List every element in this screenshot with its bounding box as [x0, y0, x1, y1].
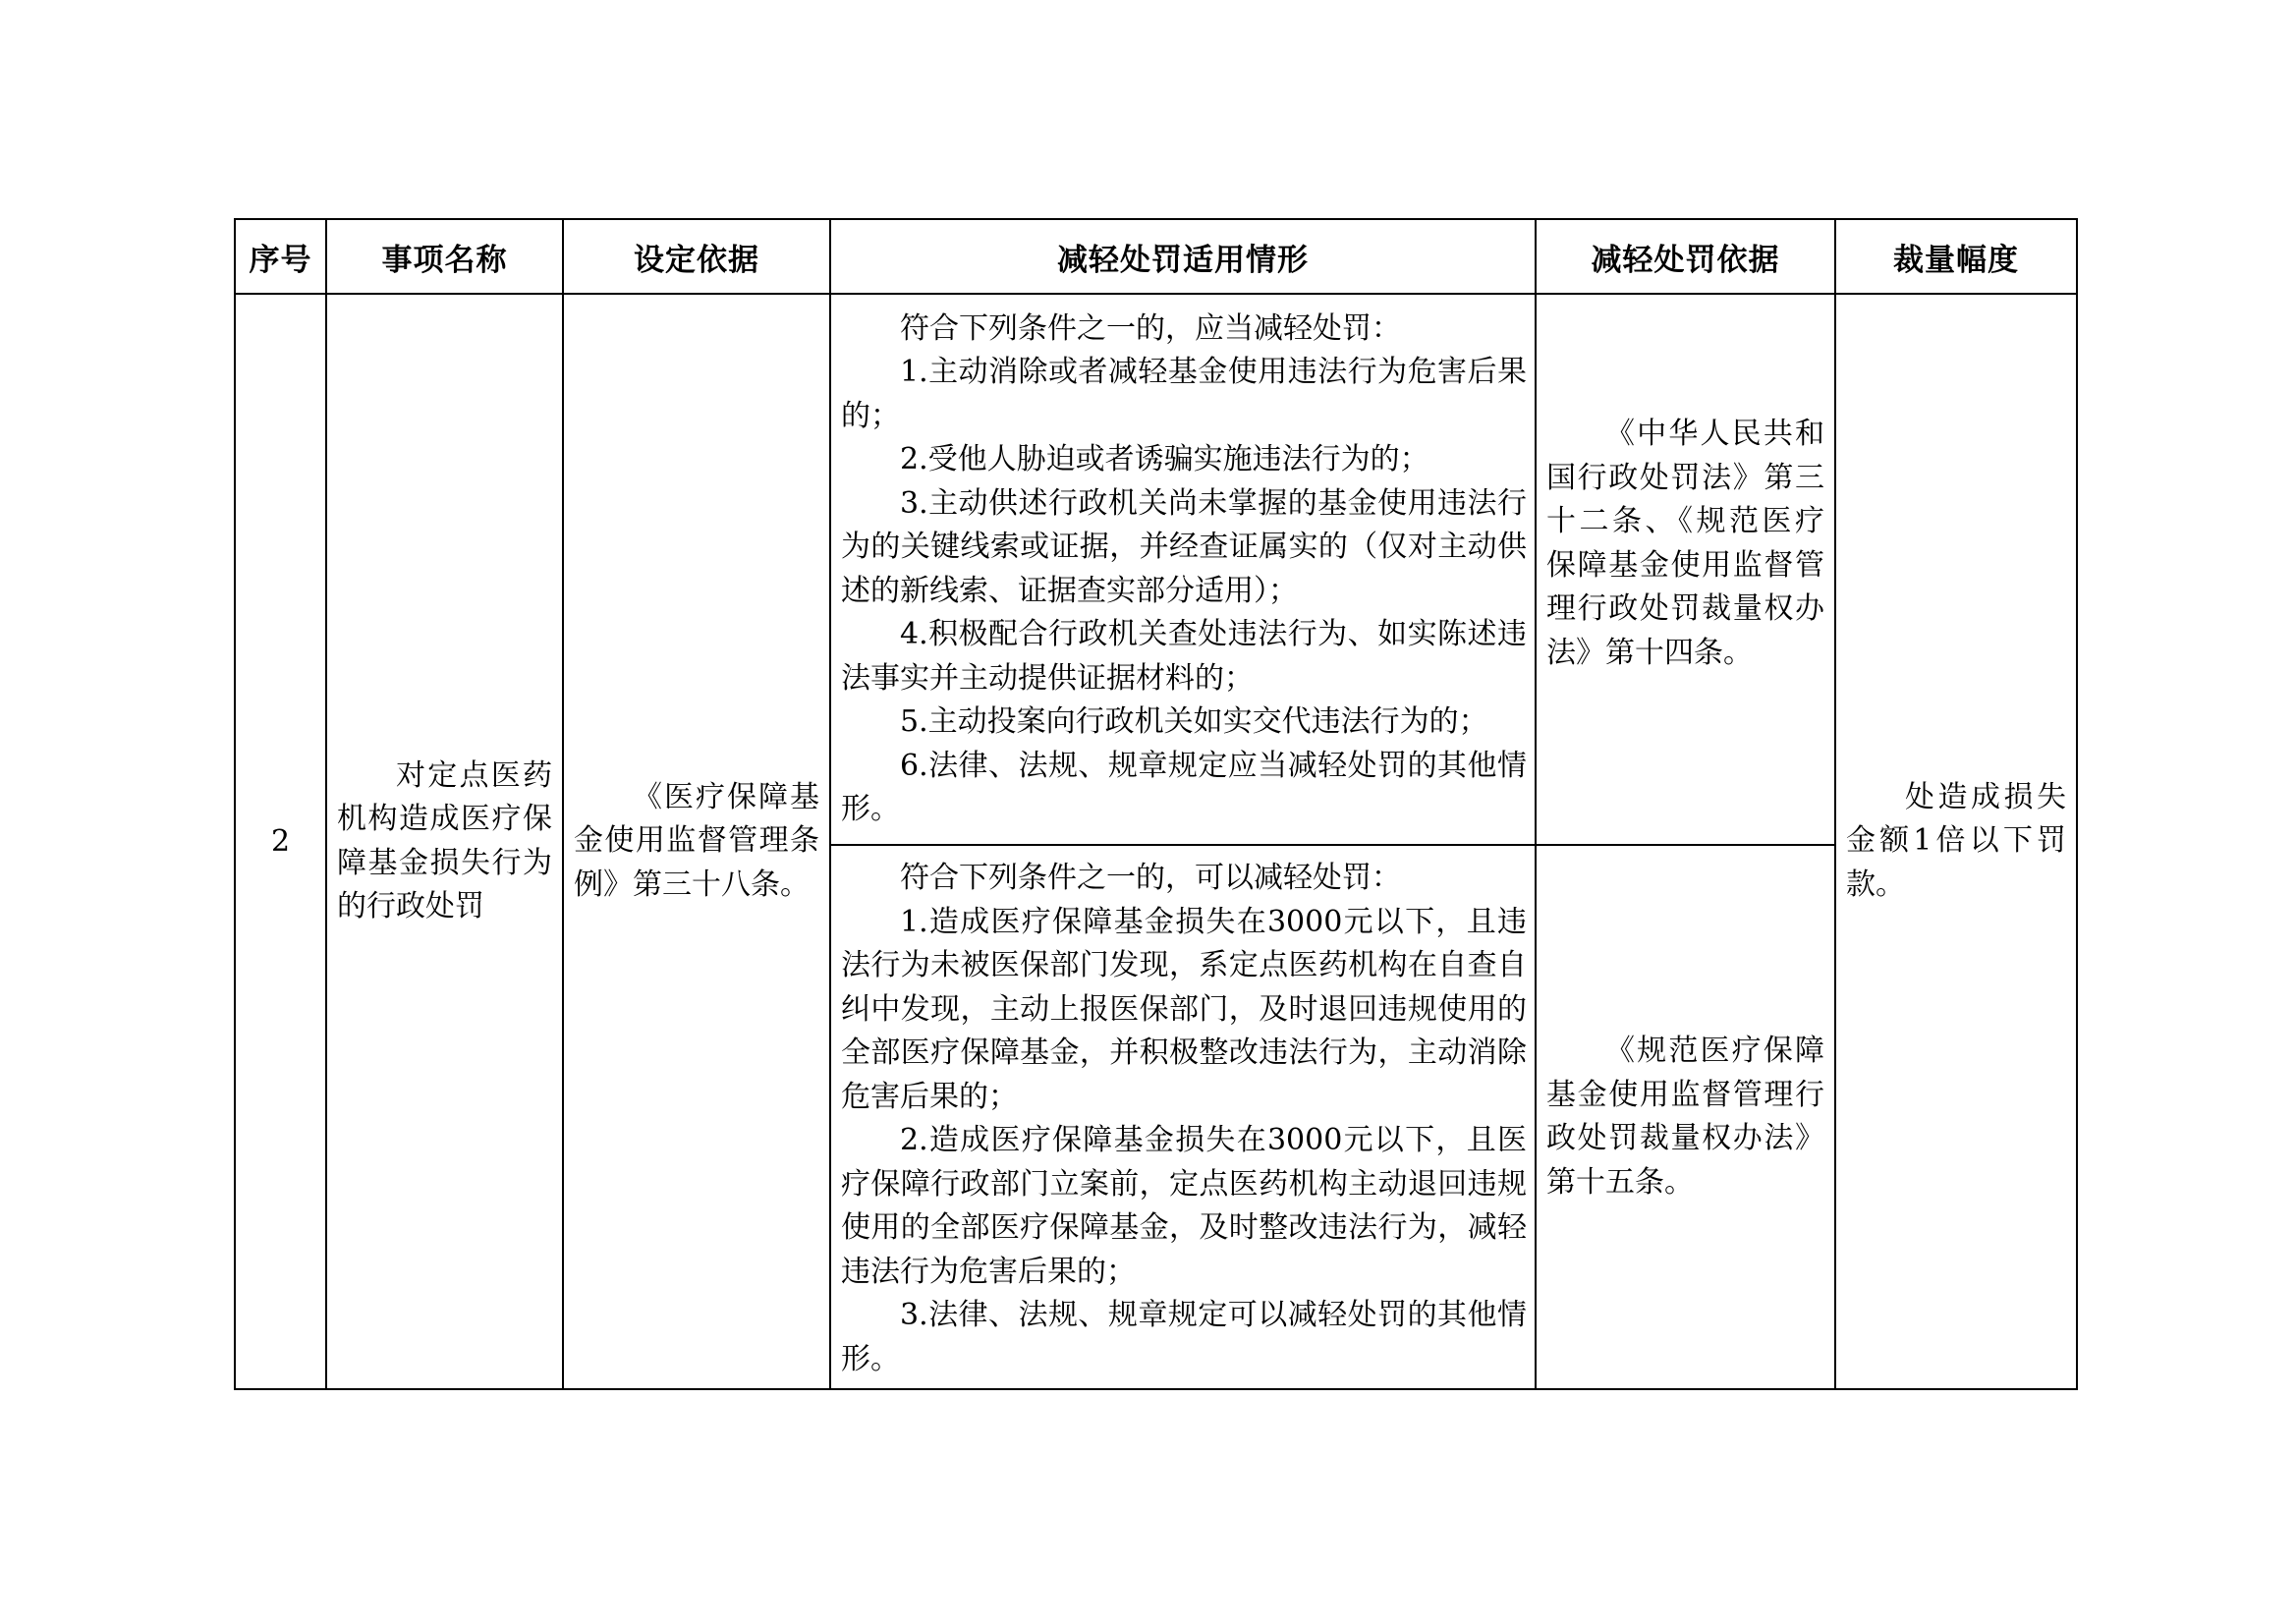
- condition-item: 2.受他人胁迫或者诱骗实施违法行为的；: [900, 442, 1429, 476]
- conditions-cell-optional: [830, 845, 1536, 1389]
- penalty-table: [234, 218, 2078, 1390]
- header-reduction-basis: 减轻处罚依据: [1536, 219, 1835, 294]
- seq-cell: 2: [235, 294, 326, 1389]
- discretion-range-cell: [1835, 294, 2077, 1389]
- condition-item: 5.主动投案向行政机关如实交代违法行为的；: [900, 704, 1488, 739]
- header-seq: 序号: [235, 219, 326, 294]
- header-discretion-range: 裁量幅度: [1835, 219, 2077, 294]
- conditions-block-optional: [831, 847, 1535, 1387]
- conditions-cell-mandatory: [830, 294, 1536, 845]
- condition-item: 6.法律、法规、规章规定应当减轻处罚的其他情形。: [841, 748, 1527, 826]
- condition-item: 1.主动消除或者减轻基金使用违法行为危害后果的；: [841, 355, 1527, 433]
- condition-item: 4.积极配合行政机关查处违法行为、如实陈述违法事实并主动提供证据材料的；: [841, 617, 1527, 696]
- header-basis: 设定依据: [563, 219, 830, 294]
- reduction-basis-cell-optional: [1536, 845, 1835, 1389]
- condition-item: 3.法律、法规、规章规定可以减轻处罚的其他情形。: [841, 1298, 1527, 1376]
- condition-item: 2.造成医疗保障基金损失在3000元以下，且医疗保障行政部门立案前，定点医药机构主动退回违规使用的全部医疗保障基金，及时整改违法行为，减轻违法行为危害后果的；: [841, 1123, 1527, 1289]
- condition-item: 3.主动供述行政机关尚未掌握的基金使用违法行为的关键线索或证据，并经查证属实的（仅对主动供述的新线索、证据查实部分适用）；: [841, 485, 1527, 608]
- item-name-text: 对定点医药机构造成医疗保障基金损失行为的行政处罚: [337, 757, 552, 923]
- header-conditions: 减轻处罚适用情形: [830, 219, 1536, 294]
- basis-text: 《医疗保障基金使用监督管理条例》第三十八条。: [574, 779, 819, 902]
- conditions-intro: 符合下列条件之一的，可以减轻处罚：: [900, 861, 1401, 895]
- conditions-block-mandatory: [831, 302, 1535, 838]
- reduction-basis-cell-mandatory: [1536, 294, 1835, 845]
- reduction-basis-text: 《中华人民共和国行政处罚法》第三十二条、《规范医疗保障基金使用监督管理行政处罚裁量权办法》第十四条。: [1546, 417, 1824, 670]
- condition-item: 1.造成医疗保障基金损失在3000元以下，且违法行为未被医保部门发现，系定点医药机构在自查自纠中发现，主动上报医保部门，及时退回违规使用的全部医疗保障基金，并积极整改违法行为，主动消除危害后果的；: [841, 904, 1527, 1114]
- item-name-cell: [326, 294, 563, 1389]
- table-header-row: [235, 219, 2077, 294]
- table-row: [235, 294, 2077, 845]
- conditions-intro: 符合下列条件之一的，应当减轻处罚：: [900, 310, 1401, 346]
- reduction-basis-text: 《规范医疗保障基金使用监督管理行政处罚裁量权办法》第十五条。: [1546, 1034, 1824, 1200]
- basis-cell: [563, 294, 830, 1389]
- header-item-name: 事项名称: [326, 219, 563, 294]
- discretion-range-text: 处造成损失金额1倍以下罚款。: [1846, 779, 2066, 902]
